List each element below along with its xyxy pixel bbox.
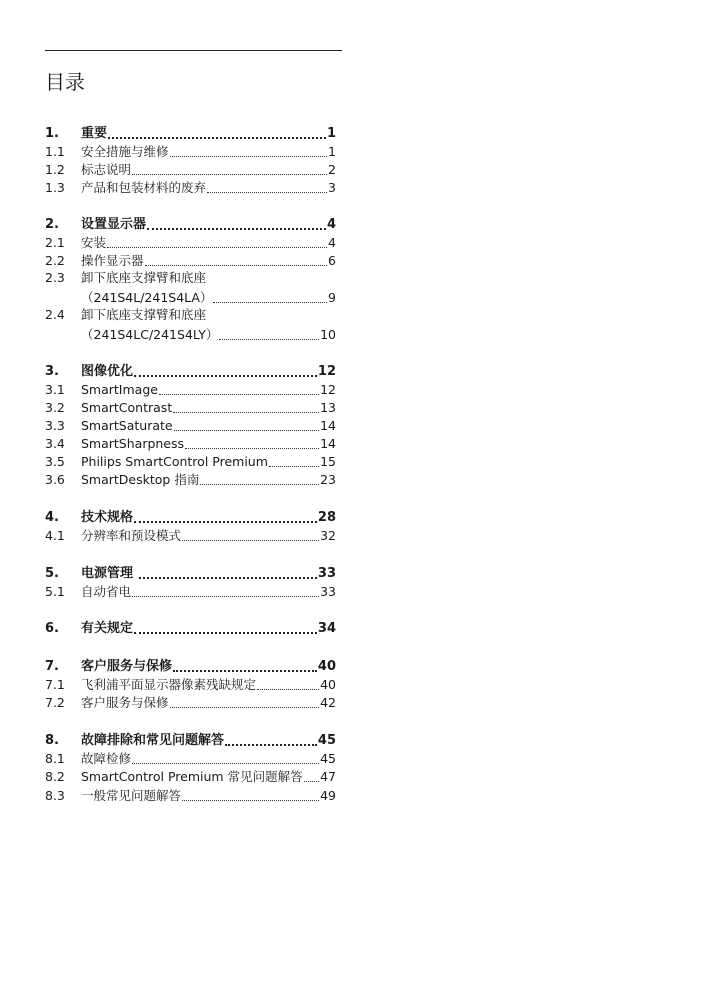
toc-entry-page: 15 (320, 454, 336, 469)
toc-entry-number: 4. (45, 510, 59, 525)
toc-entry-number: 8. (45, 733, 59, 748)
dot-leader (170, 156, 328, 157)
toc-entry-page: 13 (320, 400, 336, 415)
dot-leader (132, 596, 319, 597)
dot-leader (147, 228, 326, 230)
dot-leader (207, 192, 327, 193)
toc-entry-title: 安装 (81, 235, 107, 250)
dot-leader (134, 375, 317, 377)
dot-leader (134, 521, 317, 523)
toc-entry-page: 42 (320, 695, 336, 710)
toc-entry-page: 2 (328, 162, 336, 177)
toc-entry-page: 14 (320, 436, 336, 451)
toc-entry-title: 客户服务与保修 (81, 659, 173, 674)
toc-entry-page: 49 (320, 788, 336, 803)
toc-entry-number: 1.3 (45, 180, 65, 195)
toc-entry-3-3[interactable] (45, 416, 336, 434)
toc-entry-title: SmartSaturate (81, 418, 173, 433)
toc-entry-8-2[interactable] (45, 767, 336, 785)
toc-entry-page: 33 (317, 566, 336, 581)
toc-entry-number: 5. (45, 566, 59, 581)
toc-entry-title: 技术规格 (81, 510, 134, 525)
toc-entry-title: （241S4L/241S4LA） (81, 290, 213, 305)
toc-entry-page: 47 (320, 769, 336, 784)
toc-entry-page: 9 (328, 290, 336, 305)
toc-entry-title: 自动省电 (81, 584, 132, 599)
toc-entry-page: 10 (320, 327, 336, 342)
toc-entry-title: 一般常见问题解答 (81, 788, 182, 803)
dot-leader (108, 137, 326, 139)
toc-entry-page: 32 (320, 528, 336, 543)
dot-leader (134, 632, 317, 634)
toc-entry-3-1[interactable] (45, 380, 336, 398)
toc-entry-number: 3.5 (45, 454, 65, 469)
toc-entry-number: 7.1 (45, 677, 65, 692)
toc-entry-number: 4.1 (45, 528, 65, 543)
toc-entry-number: 3.1 (45, 382, 65, 397)
dot-leader (269, 466, 319, 467)
toc-entry-1[interactable] (45, 124, 336, 142)
toc-entry-title: 图像优化 (81, 364, 134, 379)
toc-entry-number: 5.1 (45, 584, 65, 599)
toc-entry-2-2[interactable] (45, 251, 336, 269)
toc-entry-page: 12 (317, 364, 336, 379)
toc-entry-page: 6 (328, 253, 336, 268)
dot-leader (219, 339, 319, 340)
dot-leader (182, 800, 319, 801)
toc-entry-number: 2.4 (45, 307, 65, 322)
toc-entry-number: 7. (45, 659, 59, 674)
dot-leader (170, 707, 320, 708)
toc-entry-number: 8.2 (45, 769, 65, 784)
toc-entry-2[interactable] (45, 215, 336, 233)
toc-entry-title-line1: 卸下底座支撑臂和底座 (81, 270, 207, 285)
dot-leader (174, 430, 319, 431)
toc-entry-5-1[interactable] (45, 582, 336, 600)
toc-entry-page: 34 (317, 621, 336, 636)
dot-leader (107, 247, 327, 248)
toc-entry-number: 3. (45, 364, 59, 379)
toc-entry-3-5[interactable] (45, 452, 336, 470)
toc-entry-title: 安全措施与维修 (81, 144, 169, 159)
toc-entry-number: 7.2 (45, 695, 65, 710)
dot-leader (213, 302, 327, 303)
toc-entry-title: SmartControl Premium 常见问题解答 (81, 769, 303, 784)
toc-entry-7-2[interactable] (45, 693, 336, 711)
toc-entry-title: 重要 (81, 126, 108, 141)
toc-entry-8-1[interactable] (45, 749, 336, 767)
toc-entry-number: 2.3 (45, 270, 65, 285)
toc-entry-page: 40 (317, 659, 336, 674)
toc-entry-title: Philips SmartControl Premium (81, 454, 268, 469)
toc-entry-number: 3.4 (45, 436, 65, 451)
toc-entry-3-4[interactable] (45, 434, 336, 452)
toc-entry-4[interactable] (45, 508, 336, 526)
dot-leader (182, 540, 319, 541)
toc-entry-page: 1 (328, 144, 336, 159)
toc-entry-3-6[interactable] (45, 470, 336, 488)
toc-entry-page: 14 (320, 418, 336, 433)
toc-entry-1-1[interactable] (45, 142, 336, 160)
toc-entry-number: 8.1 (45, 751, 65, 766)
toc-entry-title: （241S4LC/241S4LY） (81, 327, 219, 342)
dot-leader (145, 265, 328, 266)
dot-leader (159, 394, 319, 395)
toc-entry-5[interactable] (45, 564, 336, 582)
dot-leader (132, 763, 319, 764)
toc-entry-number: 3.6 (45, 472, 65, 487)
toc-entry-title: SmartImage (81, 382, 158, 397)
toc-entry-page: 3 (328, 180, 336, 195)
dot-leader (200, 484, 319, 485)
toc-entry-title: 飞利浦平面显示器像素残缺规定 (81, 677, 257, 692)
dot-leader (304, 781, 320, 782)
toc-entry-title: 产品和包装材料的废弃 (81, 180, 207, 195)
toc-entry-title: 标志说明 (81, 162, 132, 177)
toc-entry-page: 23 (320, 472, 336, 487)
toc-entry-title: 电源管理 (81, 566, 138, 581)
toc-entry-2-3[interactable] (45, 270, 336, 306)
toc-entry-3[interactable] (45, 362, 336, 380)
toc-entry-title: 客户服务与保修 (81, 695, 169, 710)
toc-entry-7-1[interactable] (45, 675, 336, 693)
dot-leader (185, 448, 319, 449)
toc-entry-number: 1.2 (45, 162, 65, 177)
toc-entry-2-1[interactable] (45, 233, 336, 251)
dot-leader (173, 412, 319, 413)
toc-entry-number: 2.1 (45, 235, 65, 250)
toc-entry-page: 33 (320, 584, 336, 599)
toc-entry-page: 28 (317, 510, 336, 525)
toc-entry-title: 故障排除和常见问题解答 (81, 733, 225, 748)
toc-entry-title: SmartContrast (81, 400, 173, 415)
toc-entry-6[interactable] (45, 619, 336, 637)
toc-entry-number: 8.3 (45, 788, 65, 803)
header-rule (45, 50, 342, 51)
toc-entry-2-4[interactable] (45, 307, 336, 343)
toc-entry-title: SmartSharpness (81, 436, 185, 451)
toc-entry-title: 分辨率和预设模式 (81, 528, 182, 543)
toc-entry-3-2[interactable] (45, 398, 336, 416)
dot-leader (132, 174, 327, 175)
toc-entry-number: 3.2 (45, 400, 65, 415)
toc-entry-title: SmartDesktop 指南 (81, 472, 200, 487)
toc-entry-number: 1. (45, 126, 59, 141)
dot-leader (257, 689, 319, 690)
toc-entry-number: 2. (45, 217, 59, 232)
dot-leader (225, 744, 317, 746)
toc-entry-page: 40 (320, 677, 336, 692)
toc-entry-number: 6. (45, 621, 59, 636)
toc-entry-page: 4 (328, 235, 336, 250)
toc-entry-page: 45 (320, 751, 336, 766)
toc-entry-title-line1: 卸下底座支撑臂和底座 (81, 307, 207, 322)
toc-entry-number: 2.2 (45, 253, 65, 268)
toc-entry-title: 设置显示器 (81, 217, 147, 232)
toc-entry-title: 操作显示器 (81, 253, 144, 268)
toc-entry-page: 12 (320, 382, 336, 397)
toc-entry-1-3[interactable] (45, 178, 336, 196)
toc-entry-title: 有关规定 (81, 621, 134, 636)
dot-leader (139, 577, 317, 579)
toc-entry-8-3[interactable] (45, 786, 336, 804)
toc-entry-page: 1 (326, 126, 336, 141)
toc-entry-title: 故障检修 (81, 751, 132, 766)
toc-entry-1-2[interactable] (45, 160, 336, 178)
toc-entry-4-1[interactable] (45, 526, 336, 544)
dot-leader (173, 670, 317, 672)
page-title: 目录 (45, 70, 85, 94)
toc-entry-page: 45 (317, 733, 336, 748)
toc-entry-number: 3.3 (45, 418, 65, 433)
toc-entry-7[interactable] (45, 657, 336, 675)
toc-entry-page: 4 (326, 217, 336, 232)
toc-entry-number: 1.1 (45, 144, 65, 159)
toc-entry-8[interactable] (45, 731, 336, 749)
